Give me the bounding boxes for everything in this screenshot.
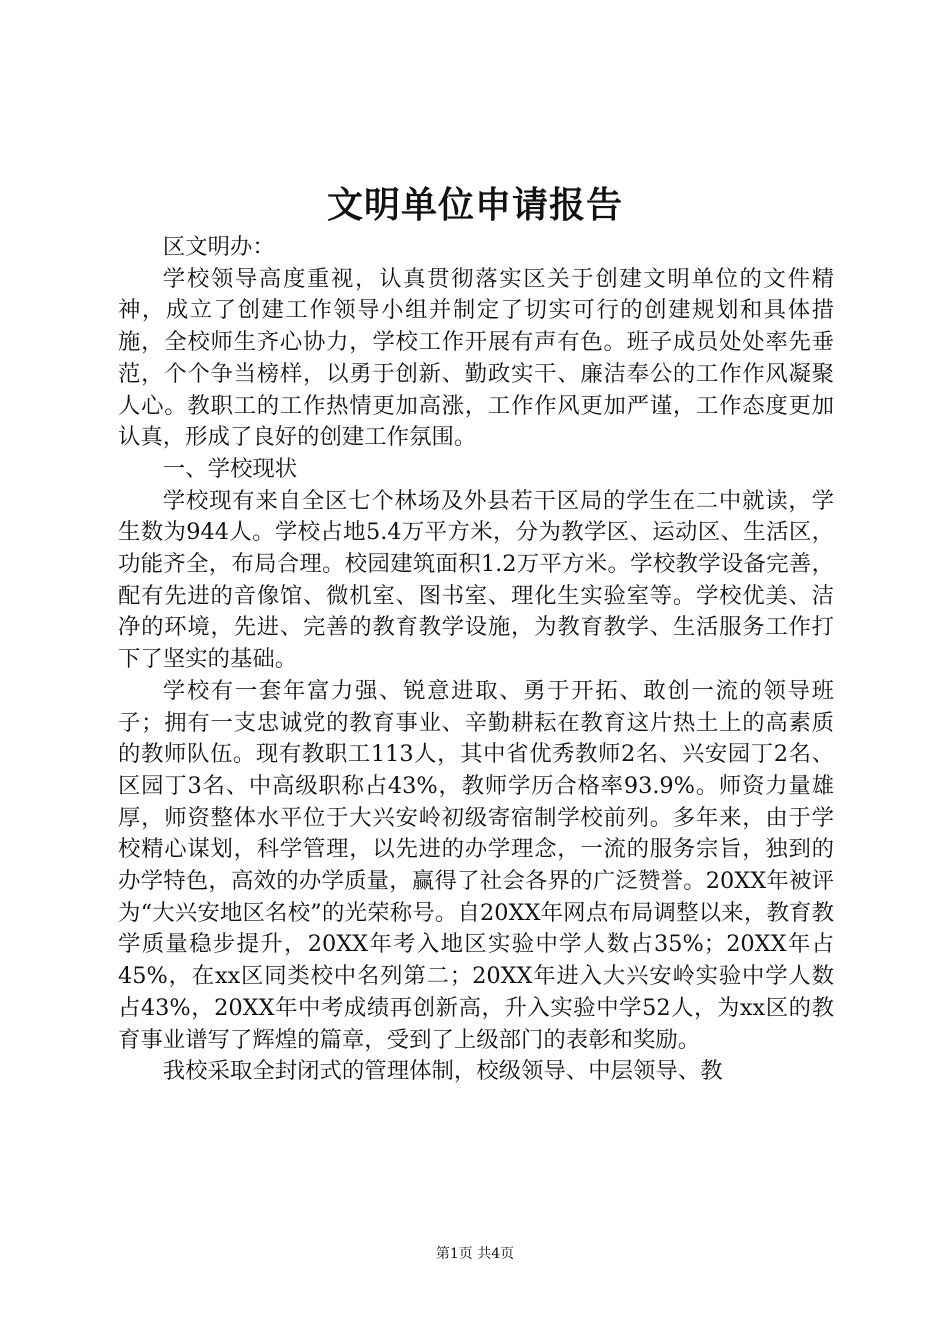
paragraph-leadership: 学校有一套年富力强、锐意进取、勇于开拓、敢创一流的领导班子；拥有一支忠诚党的教育事业、辛勤耕耘在教育这片热土上的高素质的教师队伍。现有教职工113人，其中省优秀教师2名、兴安园丁2名、区园丁3名、中高级职称占43%，教师学历合格率93.9%。师资力量雄厚，师资整体水平位于大兴安岭初级寄宿制学校前列。多年来，由于学校精心谋划，科学管理，以先进的办学理念，一流的服务宗旨，独到的办学特色，高效的办学质量，赢得了社会各界的广泛赞誉。20XX年被评为“大兴安地区名校”的光荣称号。自20XX年网点布局调整以来，教育教学质量稳步提升，20XX年考入地区实验中学人数占35%；20XX年占45%，在xx区同类校中名列第二；20XX年进入大兴安岭实验中学人数占43%，20XX年中考成绩再创新高，升入实验中学52人，为xx区的教育事业谱写了辉煌的篇章，受到了上级部门的表彰和奖励。: [118, 677, 834, 1053]
document-title: 文明单位申请报告: [326, 184, 623, 226]
paragraph-management: 我校采取全封闭式的管理体制，校级领导、中层领导、教: [162, 1058, 723, 1085]
salutation: 区文明办：: [162, 234, 275, 260]
paragraph-school-overview: 学校现有来自全区七个林场及外县若干区局的学生在二中就读，学生数为944人。学校占地5.4万平方米，分为教学区、运动区、生活区，功能齐全，布局合理。校园建筑面积1.2万平方米。学校教学设备完善，配有先进的音像馆、微机室、图书室、理化生实验室等。学校优美、洁净的环境，先进、完善的教育教学设施，为教育教学、生活服务工作打下了坚实的基础。: [118, 487, 834, 673]
document-body: [118, 232, 834, 1088]
paragraph-intro: 学校领导高度重视，认真贯彻落实区关于创建文明单位的文件精神，成立了创建工作领导小组并制定了切实可行的创建规划和具体措施，全校师生齐心协力，学校工作开展有声有色。班子成员处处率先垂范，个个争当榜样，以勇于创新、勤政实干、廉洁奉公的工作作风凝聚人心。教职工的工作热情更加高涨，工作作风更加严谨，工作态度更加认真，形成了良好的创建工作氛围。: [118, 265, 834, 451]
page-footer: 第1页 共4页: [435, 1246, 515, 1262]
section-heading: 一、学校现状: [162, 455, 298, 482]
